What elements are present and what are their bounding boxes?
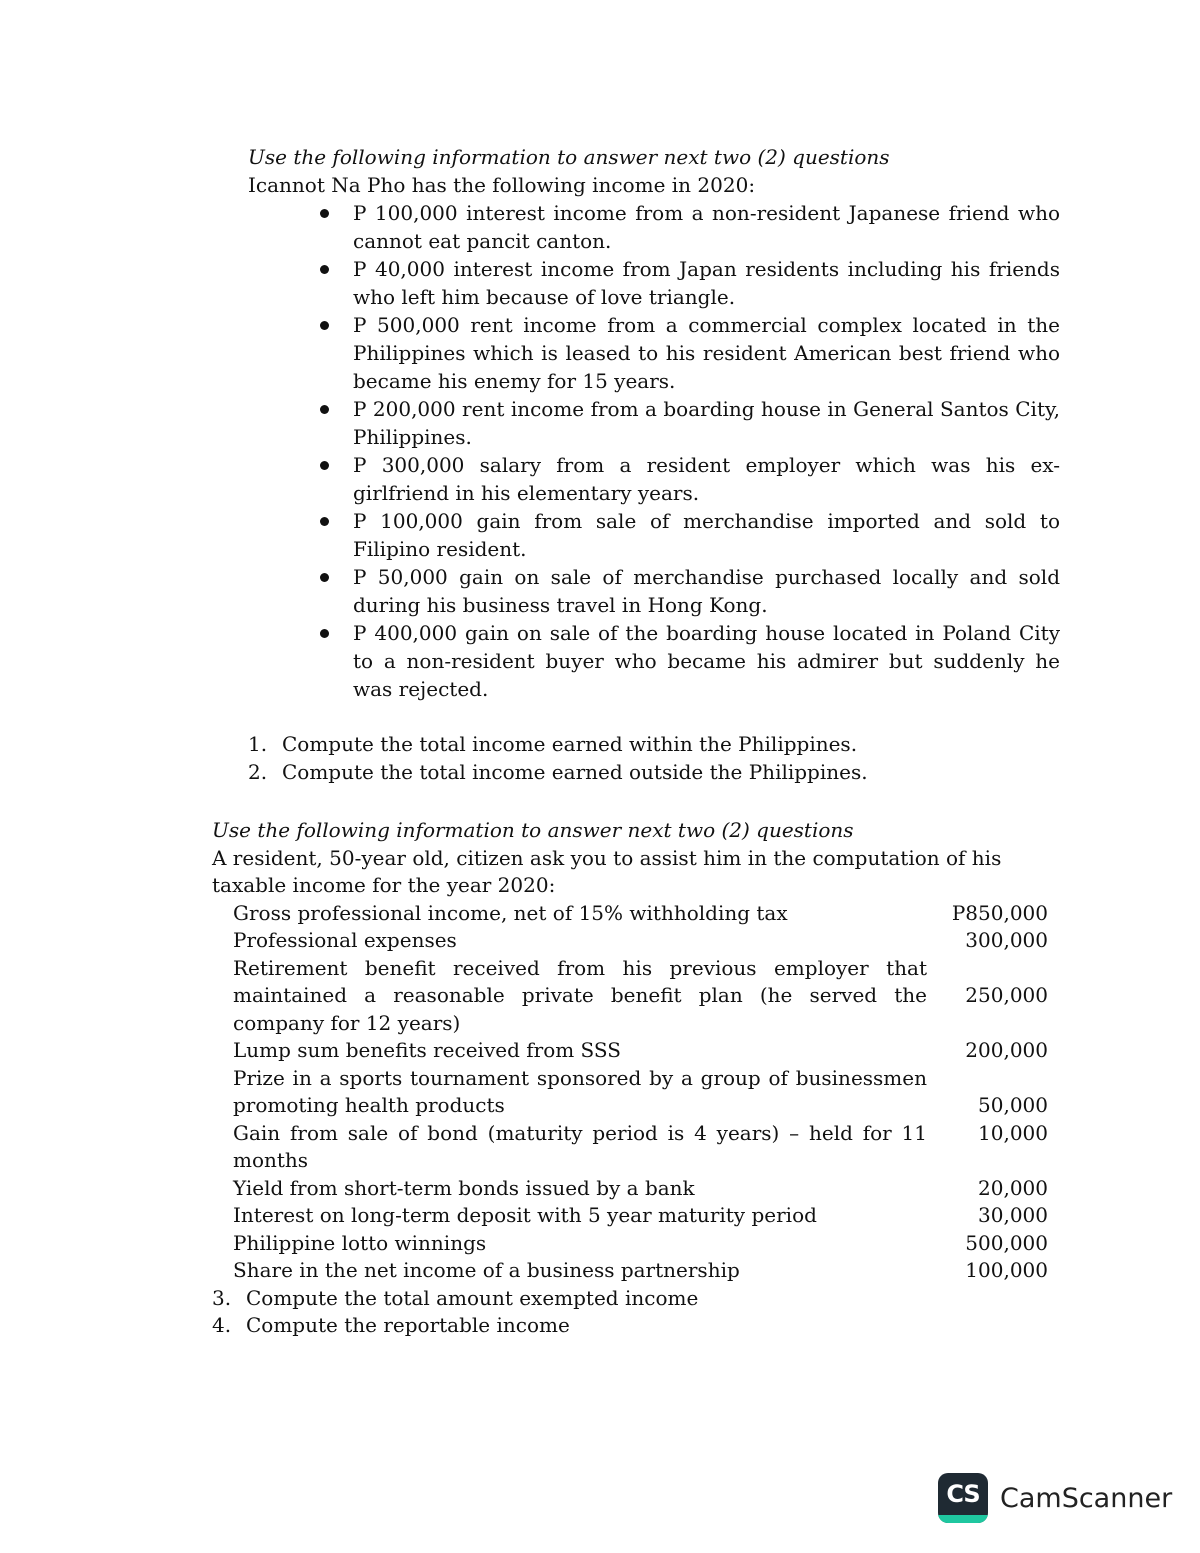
question-text: Compute the total income earned outside the Philippines. — [282, 759, 868, 784]
table-row — [233, 1037, 1048, 1065]
item-description: Retirement benefit received from his previous employer that maintained a reasonable private benefit plan (he served the company for 12 years) — [233, 955, 927, 1035]
table-row — [233, 1257, 1048, 1285]
item-description: Yield from short-term bonds issued by a bank — [233, 1175, 695, 1200]
section-1 — [248, 144, 1060, 786]
section-2 — [212, 817, 1060, 1340]
list-item — [353, 451, 1060, 507]
list-item — [353, 199, 1060, 255]
question-text: Compute the total amount exempted income — [246, 1285, 699, 1310]
item-description: Share in the net income of a business partnership — [233, 1258, 740, 1282]
question-item — [212, 1312, 1060, 1340]
instruction-1: Use the following information to answer next two (2) questions — [248, 145, 890, 169]
question-item — [248, 759, 1060, 787]
item-amount: 250,000 — [965, 983, 1048, 1007]
question-number: 3. — [212, 1285, 232, 1310]
table-row — [233, 1175, 1048, 1203]
watermark-name: CamScanner — [1000, 1482, 1173, 1514]
intro-2: A resident, 50-year old, citizen ask you to assist him in the computation of his taxable income for the year 2020: — [212, 845, 1002, 897]
question-list-1 — [248, 731, 1060, 786]
item-description: Interest on long-term deposit with 5 year maturity period — [233, 1203, 817, 1227]
table-row — [233, 1065, 1048, 1120]
camscanner-logo-icon — [938, 1473, 988, 1523]
camscanner-watermark — [938, 1473, 1172, 1523]
item-description: Gross professional income, net of 15% withholding tax — [233, 900, 788, 925]
bullet-icon — [320, 517, 329, 526]
bullet-icon — [320, 461, 329, 470]
list-item — [353, 255, 1060, 311]
bullet-icon — [320, 265, 329, 274]
item-amount: 500,000 — [965, 1230, 1048, 1255]
bullet-text: P 100,000 interest income from a non-resident Japanese friend who cannot eat pancit canton. — [353, 201, 1060, 253]
item-amount: 50,000 — [978, 1093, 1048, 1117]
bullet-icon — [320, 629, 329, 638]
table-row — [233, 900, 1048, 928]
bullet-text: P 300,000 salary from a resident employer which was his ex-girlfriend in his elementary years. — [353, 453, 1060, 505]
item-description: Lump sum benefits received from SSS — [233, 1038, 621, 1062]
intro-1: Icannot Na Pho has the following income in 2020: — [248, 172, 756, 197]
list-item — [353, 619, 1060, 703]
item-description: Professional expenses — [233, 928, 457, 952]
item-description: Philippine lotto winnings — [233, 1230, 487, 1255]
question-number: 4. — [212, 1313, 232, 1337]
item-amount: P850,000 — [951, 900, 1048, 925]
item-amount: 100,000 — [965, 1258, 1048, 1282]
bullet-icon — [320, 405, 329, 414]
question-number: 2. — [248, 759, 268, 784]
bullet-text: P 100,000 gain from sale of merchandise imported and sold to Filipino resident. — [353, 509, 1060, 561]
bullet-icon — [320, 209, 329, 218]
item-description: Gain from sale of bond (maturity period is 4 years) – held for 11 months — [233, 1120, 927, 1172]
question-list-2 — [212, 1285, 1060, 1340]
item-amount: 300,000 — [965, 928, 1048, 952]
item-amount: 10,000 — [978, 1120, 1048, 1145]
instruction-2: Use the following information to answer next two (2) questions — [212, 818, 854, 842]
bullet-icon — [320, 573, 329, 582]
bullet-icon — [320, 321, 329, 330]
bullet-text: P 50,000 gain on sale of merchandise purchased locally and sold during his business travel in Hong Kong. — [353, 565, 1060, 617]
list-item — [353, 507, 1060, 563]
question-number: 1. — [248, 732, 268, 756]
table-row — [233, 1202, 1048, 1230]
list-item — [353, 311, 1060, 395]
bullet-text: P 500,000 rent income from a commercial complex located in the Philippines which is leased to his resident American best friend who became his enemy for 15 years. — [353, 313, 1060, 393]
item-amount: 200,000 — [965, 1038, 1048, 1062]
list-item — [353, 563, 1060, 619]
item-amount: 30,000 — [978, 1203, 1048, 1227]
bullet-text: P 200,000 rent income from a boarding house in General Santos City, Philippines. — [353, 397, 1060, 449]
table-row — [233, 1120, 1048, 1175]
question-text: Compute the reportable income — [246, 1313, 570, 1337]
income-items-table — [233, 900, 1048, 1285]
income-bullet-list — [248, 199, 1060, 703]
table-row — [233, 927, 1048, 955]
item-description: Prize in a sports tournament sponsored by a group of businessmen promoting health products — [233, 1065, 927, 1117]
table-row — [233, 955, 1048, 1038]
bullet-text: P 400,000 gain on sale of the boarding house located in Poland City to a non-resident buyer who became his admirer but suddenly he was rejected. — [353, 621, 1060, 701]
list-item — [353, 395, 1060, 451]
bullet-text: P 40,000 interest income from Japan residents including his friends who left him because of love triangle. — [353, 257, 1060, 309]
logo-badge-text: CS — [946, 1480, 980, 1508]
question-item — [248, 731, 1060, 759]
table-row — [233, 1230, 1048, 1258]
question-item — [212, 1285, 1060, 1313]
item-amount: 20,000 — [978, 1175, 1048, 1200]
question-text: Compute the total income earned within the Philippines. — [282, 732, 858, 756]
